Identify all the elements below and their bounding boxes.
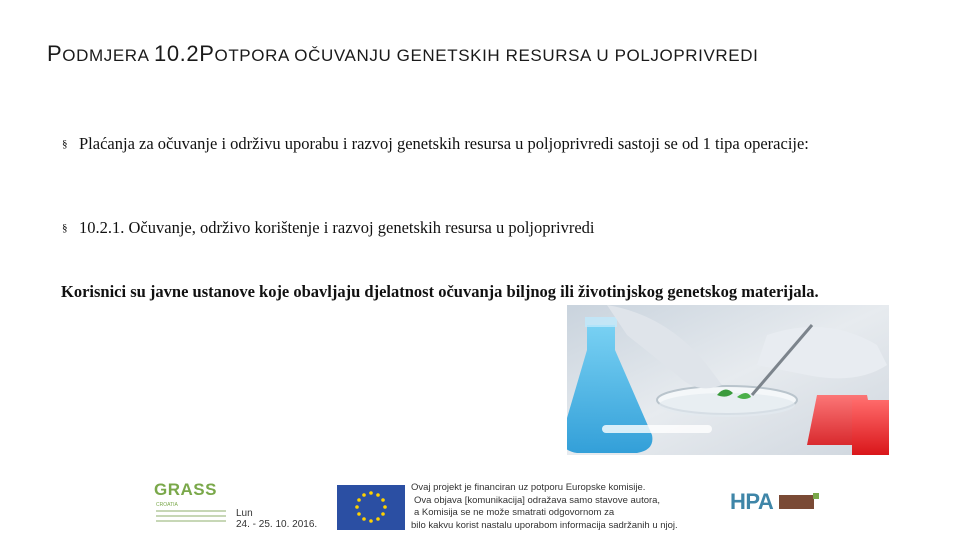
bullet-item [62, 217, 822, 239]
footer-logos [0, 478, 960, 540]
disclaimer-line: Ovaj projekt je financiran uz potporu Europske komisije. [411, 482, 646, 493]
eu-disclaimer [411, 482, 731, 532]
title-rest: OTPORA OČUVANJU GENETSKIH RESURSA U POLJOPRIVREDI [214, 46, 759, 65]
eu-flag-icon [337, 485, 405, 530]
title-number: 10.2 [154, 41, 200, 66]
disclaimer-line: a Komisija se ne može smatrati odgovornom za [414, 507, 615, 518]
bullet-marker-icon: § [62, 138, 68, 150]
title-initial-2: P [199, 41, 215, 66]
hpa-logo-accent [813, 493, 819, 499]
beneficiaries-text: Korisnici su javne ustanove koje obavljaju djelatnost očuvanja biljnog ili životinjskog genetskog materijala. [61, 282, 819, 301]
hpa-logo: HPA [730, 489, 774, 514]
bullet-text: 10.2.1. Očuvanje, održivo korištenje i razvoj genetskih resursa u poljoprivredi [79, 218, 595, 237]
hpa-logo-block [779, 495, 814, 509]
title-word-1: ODMJERA [62, 46, 149, 65]
disclaimer-line: bilo kakvu korist nastalu uporabom informacija sadržanih u njoj. [411, 519, 678, 531]
slide-title [47, 38, 807, 72]
bullet-marker-icon: § [62, 222, 68, 234]
title-initial-1: P [47, 41, 63, 66]
bullet-item [62, 133, 822, 155]
grass-logo: GRASS [154, 480, 217, 499]
event-dates: 24. - 25. 10. 2016. [236, 519, 318, 530]
grass-logo-subtitle: CROATIA [156, 502, 178, 508]
disclaimer-line: Ova objava [komunikacija] odražava samo stavove autora, [414, 494, 661, 506]
bullet-text: Plaćanja za očuvanje i održivu uporabu i razvoj genetskih resursa u poljoprivredi sastoji se od 1 tipa operacije: [79, 134, 809, 153]
lab-photo [567, 305, 889, 455]
lab-photo-illustration [567, 305, 889, 455]
grass-logo-lines [156, 510, 226, 525]
event-label: Lun [236, 508, 253, 519]
